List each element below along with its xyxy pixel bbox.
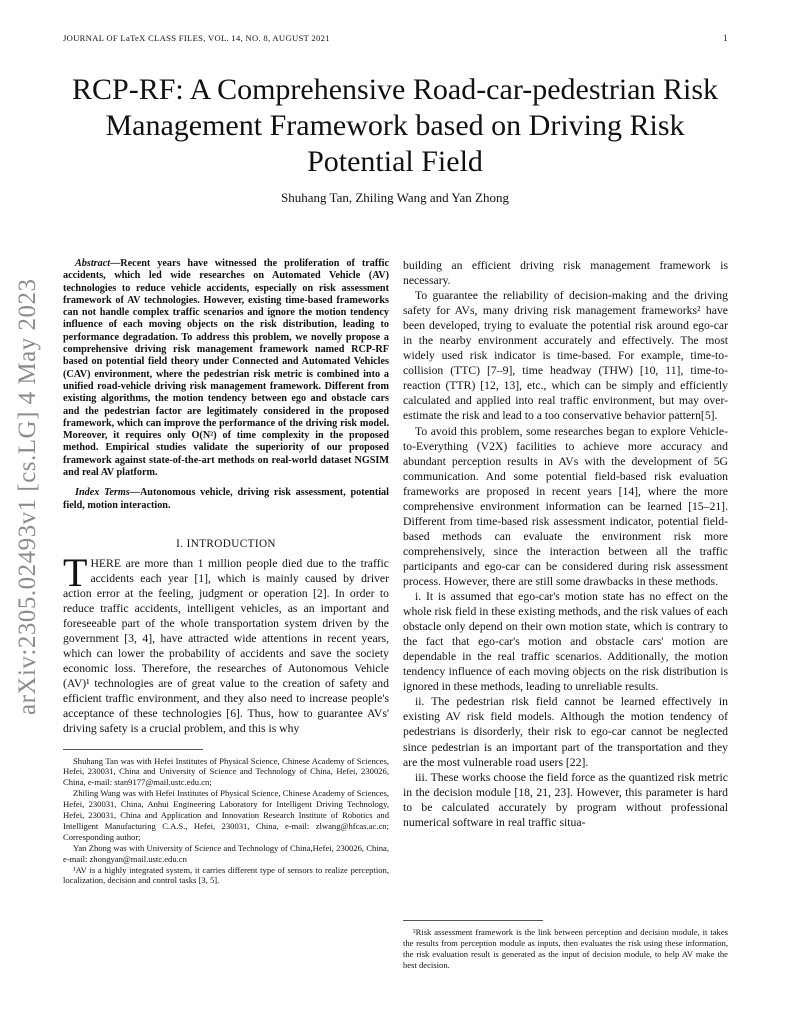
intro-paragraph-2: To guarantee the reliability of decision-making and the driving safety for AVs, many driving risk management frameworks² have been developed, trying to evaluate the potential risk around ego-car in the nearby environment accurately and effectively. The most widely used risk indicator is time-based. For example, time-to-collision (TTC) [7–9], time headway (THW) [10, 11], time-to-reaction (TTR) [12, 13], etc., which can be simply and efficiently calculated and applied into real traffic environment, but may over-estimate the risk and lead to a too conservative behavior pattern[5]. <box>403 289 728 423</box>
paper-title: RCP-RF: A Comprehensive Road-car-pedestrian Risk Management Framework based on Driving Risk Potential Field <box>72 73 718 178</box>
running-header: JOURNAL OF LaTeX CLASS FILES, VOL. 14, NO. 8, AUGUST 2021 <box>63 33 330 43</box>
author-list: Shuhang Tan, Zhiling Wang and Yan Zhong <box>281 190 509 205</box>
intro-paragraph-6: iii. These works choose the field force as the quantized risk metric in the decision module [18, 21, 23]. However, this parameter is hard to be calculated accurately by program without professional numerical software in real traffic situa- <box>403 770 728 829</box>
index-terms-text: —Autonomous vehicle, driving risk assessment, potential field, motion interaction. <box>63 487 389 511</box>
intro-paragraph-1 <box>63 549 389 737</box>
index-terms-label: Index Terms <box>75 487 130 499</box>
right-column <box>403 258 728 830</box>
footnote-author-tan: Shuhang Tan was with Hefei Institutes of Physical Science, Chinese Academy of Sciences, Hefei, 230031, China and University of Science and Technology of China, Hefei, 230026, China, e-mail: stan9177@mail.ustc.edu.cn; <box>63 755 389 788</box>
page-number: 1 <box>723 33 728 43</box>
footnote-divider <box>63 749 203 750</box>
right-footnote-block <box>403 920 728 971</box>
section-heading-introduction: I. INTRODUCTION <box>176 537 276 550</box>
footnote-1: ¹AV is a highly integrated system, it carries different type of sensors to realize perception, localization, decision and control tasks [3, 5]. <box>63 864 389 886</box>
abstract <box>63 258 389 479</box>
arxiv-identifier[interactable]: arXiv:2305.02493v1 [cs.LG] 4 May 2023 <box>14 278 41 715</box>
abstract-label: Abstract <box>75 258 111 269</box>
intro-paragraph-3: To avoid this problem, some researches began to explore Vehicle-to-Everything (V2X) facilities to achieve more accuracy and abundant perception results in AVs with the development of 5G communication. And some potential field-based risk evaluation frameworks are proposed in recent years [14], where the more comprehensive environment information can be learned [15–21]. Different from time-based risk assessment indicator, potential field-based methods can evaluate the environment risk more comprehensively, since the interaction between all the traffic participants and ego-car can be considered during risk assessment process. However, there are still some drawbacks in these methods. <box>403 424 728 588</box>
footnote-2: ²Risk assessment framework is the link between perception and decision module, it takes the results from perception module as inputs, then evaluates the risk using these information, the risk evaluation result is generated as the input of decision module, to help AV make the best decision. <box>403 927 728 970</box>
footnote-divider-right <box>403 920 543 921</box>
footnote-author-wang: Zhiling Wang was with Hefei Institutes of Physical Science, Chinese Academy of Sciences, Hefei, 230031, China, Anhui Engineering Laboratory for Intelligent Driving Technology, Hefei, 230031, China and Application and Innovation Research Institute of Robotics and Intelligent Manufacturing C.A.S., Hefei, 230031, China, e-mail: zlwang@hfcas.ac.cn; Corresponding author; <box>63 788 389 842</box>
drop-cap: T <box>63 549 88 595</box>
intro-paragraph-1-text: HERE are more than 1 million people died due to the traffic accidents each year [1], which is mainly caused by driver action error at the feeling, judgment or operation [2]. In order to reduce traffic accidents, intelligent vehicles, as an important and foreseeable part of the whole transportation system driven by the government [3, 4], have attracted wide attentions in recent years, which can lower the probability of accidents and save the society economic loss. Therefore, the researches of Autonomous Vehicle (AV)¹ technologies are of great value to the creation of safety and efficient traffic environment, and they also need to increase people's acceptance of these technologies [6]. Thus, how to guarantee AVs' driving safety is a crucial problem, and this is why <box>63 556 389 736</box>
intro-paragraph-4: i. It is assumed that ego-car's motion state has no effect on the whole risk field in these existing methods, and the risk values of each obstacle only depend on their own motion state, which is contrary to the fact that ego-car's motion and obstacle cars' motion are dependable in the real traffic scenarios. Additionally, the motion tendency influence of each moving objects on the risk distribution is ignored in these methods, leading to unreliable results. <box>403 590 728 694</box>
footnote-author-zhong: Yan Zhong was with University of Science and Technology of China,Hefei, 230026, China, e-mail: zhongyan@mail.ustc.edu.cn <box>63 842 389 864</box>
left-column <box>63 258 389 886</box>
index-terms <box>63 487 389 512</box>
intro-paragraph-1-continued: building an efficient driving risk management framework is necessary. <box>403 259 728 288</box>
abstract-text: —Recent years have witnessed the proliferation of traffic accidents, which led wide researches on Automated Vehicle (AV) technologies to reduce vehicle accidents, especially on risk assessment framework of AV technologies. However, existing time-based frameworks can not handle complex traffic scenarios and ignore the motion tendency influence of each moving objects on the risk distribution, leading to performance degradation. To address this problem, we novelly propose a comprehensive driving risk management framework named RCP-RF based on potential field theory under Connected and Automated Vehicles (CAV) environment, where the pedestrian risk metric is combined into a unified road-vehicle driving risk management framework. Different from existing algorithms, the motion tendency between ego and obstacle cars and the pedestrian factor are legitimately considered in the proposed framework, which can improve the performance of the driving risk model. Moreover, it requires only O(N²) of time complexity in the proposed method. Empirical studies validate the superiority of our proposed framework against state-of-the-art methods on real-world dataset NGSIM and real AV platform. <box>63 258 389 479</box>
intro-paragraph-5: ii. The pedestrian risk field cannot be learned effectively in existing AV risk field models. Although the motion tendency of pedestrians is disorderly, their risk to ego-car cannot be neglected since pedestrian is an important part of the transportation and they are the most vulnerable road users [22]. <box>403 695 728 769</box>
